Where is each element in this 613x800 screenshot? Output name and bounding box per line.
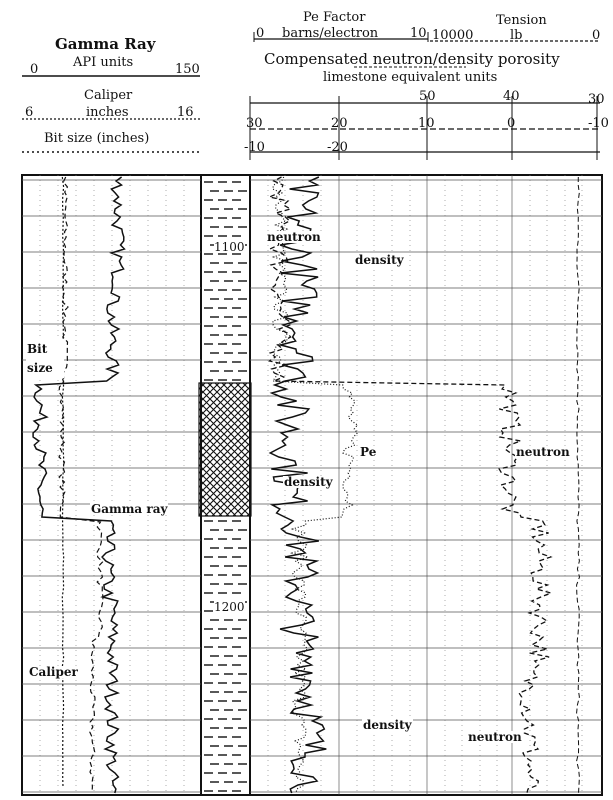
pe-factor-title: Pe Factor bbox=[303, 10, 366, 25]
scale1-40: 40 bbox=[503, 89, 520, 104]
scale1-30: 30 bbox=[588, 92, 605, 107]
caliper-curve bbox=[59, 177, 103, 792]
label-neutron-top: neutron bbox=[267, 230, 321, 244]
scale2-10: 10 bbox=[418, 116, 435, 131]
scale3-m10: -10 bbox=[244, 140, 265, 155]
porosity-title: Compensated neutron/density porosity bbox=[264, 50, 560, 68]
tension-min: 10000 bbox=[432, 28, 474, 43]
scale2-m10: -10 bbox=[588, 116, 609, 131]
scale3-m20: -20 bbox=[327, 140, 348, 155]
label-neutron-bottom: neutron bbox=[468, 730, 522, 744]
scale1-50: 50 bbox=[419, 89, 436, 104]
label-gamma-ray: Gamma ray bbox=[91, 502, 168, 516]
label-bit-size: Bit size bbox=[26, 340, 64, 378]
tension-units: lb bbox=[510, 28, 523, 43]
scale2-0: 0 bbox=[507, 116, 516, 131]
carbonate-lithology-zone bbox=[199, 383, 251, 516]
bit-size-curve bbox=[62, 177, 63, 787]
gamma-ray-units: API units bbox=[73, 55, 134, 70]
porosity-subtitle: limestone equivalent units bbox=[323, 70, 498, 85]
caliper-max: 16 bbox=[177, 105, 194, 120]
tension-curve bbox=[577, 177, 580, 793]
caliper-title: Caliper bbox=[84, 88, 133, 103]
pe-factor-max: 10 bbox=[410, 26, 427, 41]
label-density-top: density bbox=[355, 253, 404, 267]
pe-factor-units: barns/electron bbox=[282, 26, 379, 41]
label-neutron-mid: neutron bbox=[516, 445, 570, 459]
pe-factor-min: 0 bbox=[256, 26, 265, 41]
depth-mark-1100: 1100 bbox=[214, 240, 245, 254]
caliper-units: inches bbox=[86, 105, 129, 120]
label-density-bottom: density bbox=[363, 718, 412, 732]
label-caliper: Caliper bbox=[29, 665, 78, 679]
depth-mark-1200: 1200 bbox=[214, 600, 245, 614]
gamma-ray-title: Gamma Ray bbox=[55, 35, 156, 53]
tension-title: Tension bbox=[496, 13, 547, 28]
scale2-30: 30 bbox=[246, 116, 263, 131]
caliper-min: 6 bbox=[25, 105, 34, 120]
bit-size-title: Bit size (inches) bbox=[44, 131, 150, 146]
gamma-ray-min: 0 bbox=[30, 62, 39, 77]
gamma-ray-curve bbox=[33, 177, 124, 793]
tension-max: 0 bbox=[592, 28, 601, 43]
scale2-20: 20 bbox=[331, 116, 348, 131]
label-density-mid: density bbox=[284, 475, 333, 489]
label-pe: Pe bbox=[360, 445, 377, 459]
header-scale-lines bbox=[22, 32, 600, 160]
gamma-ray-max: 150 bbox=[175, 62, 200, 77]
